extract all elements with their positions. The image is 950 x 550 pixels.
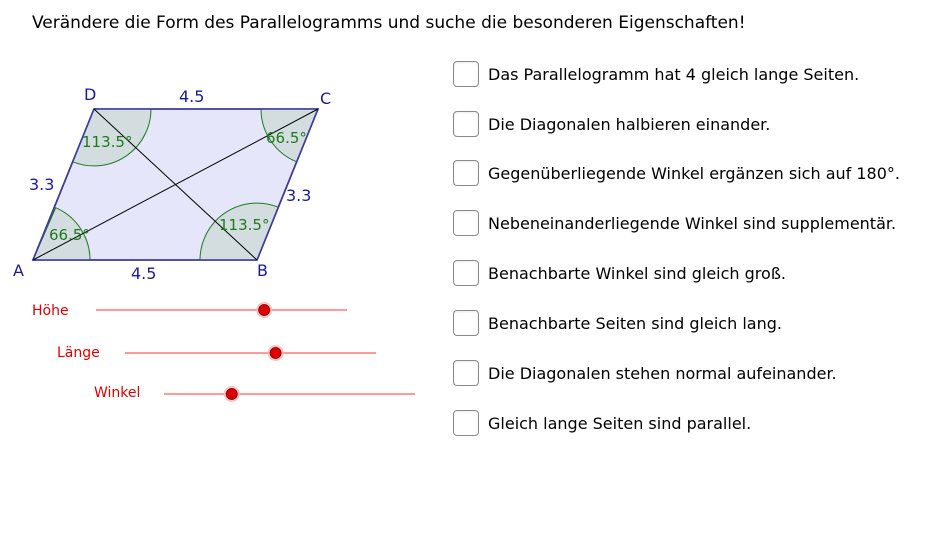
checkbox-label[interactable]: Gegenüberliegende Winkel ergänzen sich auf 180°. [488,163,900,183]
angle-c-value: 66.5° [266,129,307,147]
vertex-b-label: B [257,261,268,280]
checkbox-item[interactable] [453,259,786,287]
checkbox-label[interactable]: Benachbarte Winkel sind gleich groß. [488,263,786,283]
checkbox-label[interactable]: Das Parallelogramm hat 4 gleich lange Seiten. [488,64,860,84]
side-ad-length: 3.3 [29,175,55,194]
checkbox[interactable] [453,61,479,87]
slider-hoehe-label: Höhe [32,303,69,319]
slider-hoehe-knob[interactable] [256,302,272,318]
vertex-d-label: D [84,85,97,104]
checkbox-item[interactable] [453,309,782,337]
checkbox-label[interactable]: Nebeneinanderliegende Winkel sind supplementär. [488,213,897,233]
checkbox[interactable] [453,111,479,137]
checkbox[interactable] [453,410,479,436]
checkbox[interactable] [453,210,479,236]
checkbox-label[interactable]: Benachbarte Seiten sind gleich lang. [488,313,782,333]
checkbox-item[interactable] [453,60,859,88]
checkbox-item[interactable] [453,110,770,138]
side-ab-length: 4.5 [131,264,157,283]
angle-a-value: 66.5° [49,226,90,244]
vertex-c-label: C [320,89,332,108]
checkbox-item[interactable] [453,209,896,237]
checkbox[interactable] [453,360,479,386]
side-bc-length: 3.3 [286,186,312,205]
angle-d-value: 113.5° [82,133,133,151]
instruction-text: Verändere die Form des Parallelogramms und suche die besonderen Eigenschaften! [32,13,746,33]
checkbox-item[interactable] [453,359,837,387]
slider-laenge-knob[interactable] [268,345,284,361]
checkbox[interactable] [453,160,479,186]
slider-laenge-label: Länge [57,345,100,361]
checkbox[interactable] [453,310,479,336]
checkbox-item[interactable] [453,409,751,437]
checkbox-label[interactable]: Die Diagonalen stehen normal aufeinander. [488,363,837,383]
angle-b-value: 113.5° [219,216,270,234]
side-dc-length: 4.5 [179,87,205,106]
slider-winkel-label: Winkel [94,385,141,401]
checkbox-label[interactable]: Gleich lange Seiten sind parallel. [488,413,752,433]
slider-winkel-knob[interactable] [224,386,240,402]
checkbox-label[interactable]: Die Diagonalen halbieren einander. [488,114,771,134]
checkbox-item[interactable] [453,159,900,187]
checkbox[interactable] [453,260,479,286]
vertex-a-label: A [13,261,24,280]
